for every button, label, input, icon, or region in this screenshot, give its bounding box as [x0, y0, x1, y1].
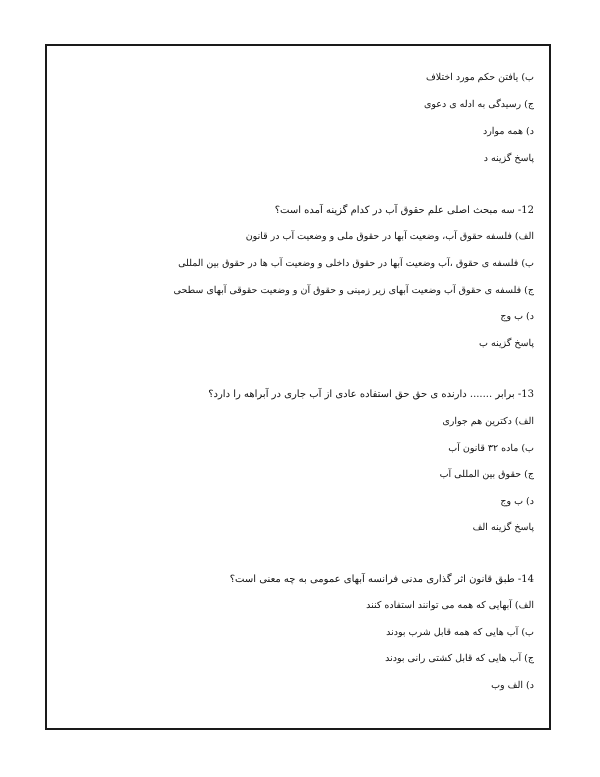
question-14: 14- طبق قانون اثر گذاری مدنی فرانسه آبهای عمومی به چه معنی است؟ — [229, 574, 534, 585]
question-13: 13- برابر ....... دارنده ی حق حق استفاده عادی از آب جاری در آبراهه را دارد؟ — [208, 389, 534, 400]
option-b-previous-question: ب) یافتن حکم مورد اختلاف — [425, 72, 534, 83]
question-13-option-b: ب) ماده ۳۲ قانون آب — [448, 443, 534, 454]
question-12-answer: پاسخ گزینه ب — [479, 338, 534, 349]
question-14-option-c: ج) آب هایی که قابل کشتی رانی بودند — [385, 653, 534, 664]
answer-previous-question: پاسخ گزینه د — [483, 153, 534, 164]
question-12-option-a: الف) فلسفه حقوق آب، وضعیت آبها در حقوق ملی و وضعیت آب در قانون — [245, 231, 534, 242]
question-14-option-b: ب) آب هایی که همه قابل شرب بودند — [386, 627, 534, 638]
question-14-option-d: د) الف وب — [491, 680, 534, 691]
question-13-option-d: د) ب وج — [500, 496, 534, 507]
question-13-option-a: الف) دکترین هم جواری — [442, 416, 534, 427]
option-c-previous-question: ج) رسیدگی به ادله ی دعوی — [423, 99, 534, 110]
question-14-option-a: الف) آبهایی که همه می توانند استفاده کنند — [366, 600, 534, 611]
option-d-previous-question: د) همه موارد — [482, 126, 534, 137]
question-12: 12- سه مبحث اصلی علم حقوق آب در کدام گزینه آمده است؟ — [274, 205, 534, 216]
question-13-option-c: ج) حقوق بین المللی آب — [439, 469, 534, 480]
question-12-option-c: ج) فلسفه ی حقوق آب وضعیت آبهای زیر زمینی و حقوق آن و وضعیت حقوقی آبهای سطحی — [173, 285, 534, 296]
question-12-option-d: د) ب وج — [500, 311, 534, 322]
question-13-answer: پاسخ گزینه الف — [472, 522, 534, 533]
question-12-option-b: ب) فلسفه ی حقوق ،آب وضعیت آبها در حقوق داخلی و وضعیت آب ها در حقوق بین المللی — [178, 258, 534, 269]
